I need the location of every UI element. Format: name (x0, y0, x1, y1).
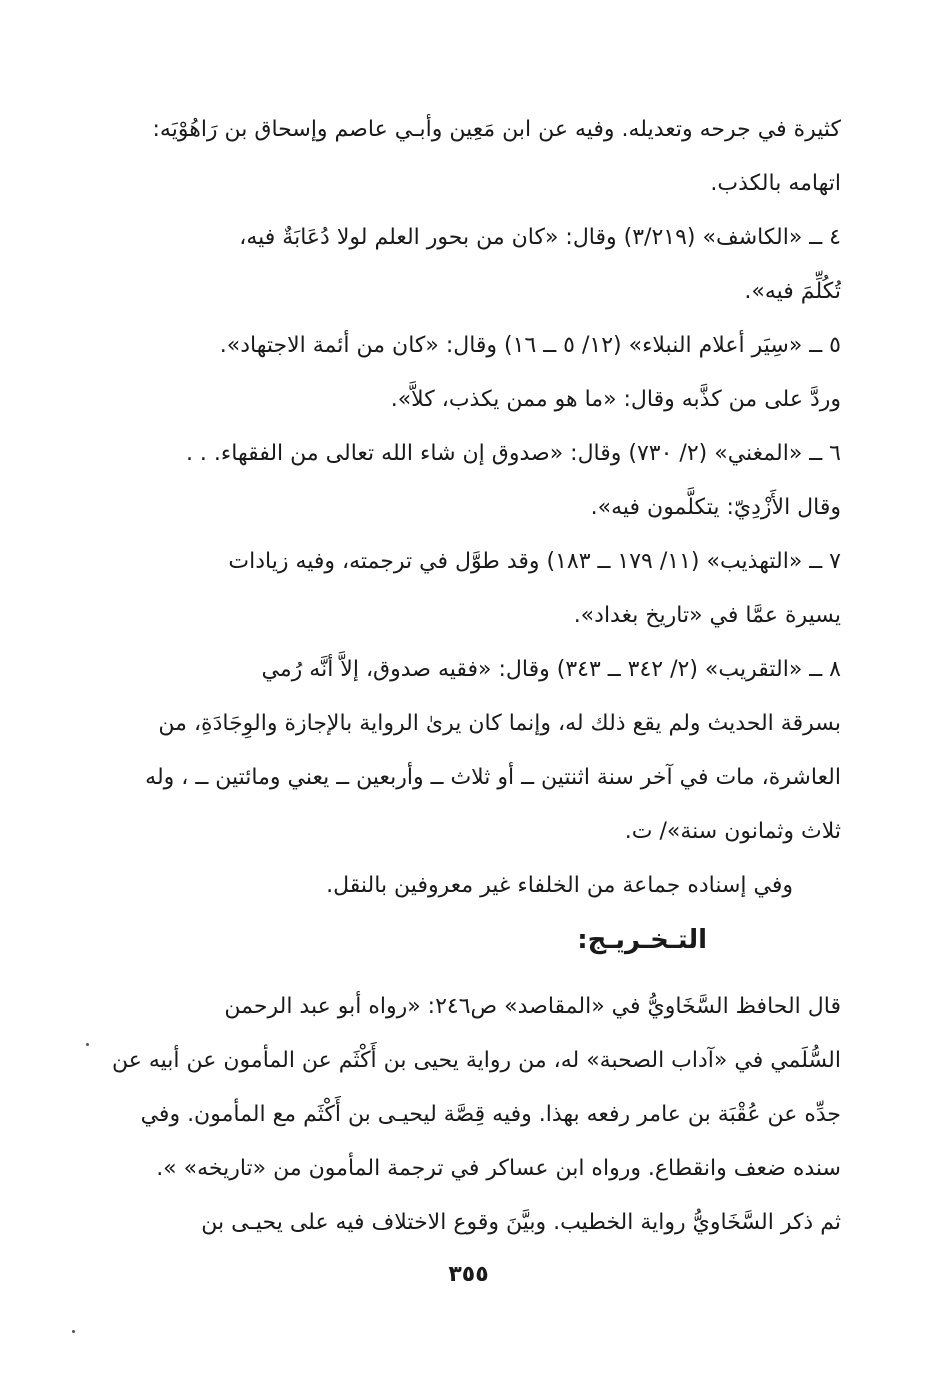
text-line: العاشرة، مات في آخر سنة اثنتين ــ أو ثلاث ــ وأربعين ــ يعني ومائتين ــ ، وله (145, 765, 841, 790)
section-heading-takhrij: التـخـريـج: (577, 925, 707, 955)
text-line: بسرقة الحديث ولم يقع ذلك له، وإنما كان يرىٰ الرواية بالإجازة والوِجَادَةِ، من (158, 711, 841, 736)
body-text-takhrij (96, 980, 841, 1250)
text-line: ٦ ــ «المغني» (٢/ ٧٣٠) وقال: «صدوق إن شاء الله تعالى من الفقهاء. . . (185, 441, 841, 466)
paragraph-siyar (96, 319, 841, 427)
text-line: تُكُلِّمَ فيه». (744, 279, 841, 304)
scan-speck (72, 1330, 75, 1333)
text-line: يسيرة عمَّا في «تاريخ بغداد». (573, 603, 841, 628)
page-number: ٣٥٥ (448, 1262, 489, 1287)
text-line: وردَّ على من كذَّبه وقال: «ما هو ممن يكذب، كلاَّ». (390, 387, 841, 412)
text-line: سنده ضعف وانقطاع. ورواه ابن عساكر في ترجمة المأمون من «تاريخه» ». (156, 1156, 841, 1181)
paragraph-khatib-note (96, 1196, 841, 1250)
paragraph-al-mughni (96, 427, 841, 535)
paragraph-rawi-intro (96, 103, 841, 211)
paragraph-sakhawi-quote (96, 980, 841, 1196)
text-line: وفي إسناده جماعة من الخلفاء غير معروفين بالنقل. (326, 873, 793, 898)
text-line: السُّلَمي في «آداب الصحبة» له، من رواية يحيى بن أَكْثَم عن المأمون عن أبيه عن (112, 1048, 841, 1073)
text-line: ثم ذكر السَّخَاويُّ رواية الخطيب. وبيَّنَ وقوع الاختلاف فيه على يحيـى بن (201, 1210, 841, 1235)
paragraph-al-taqrib (96, 643, 841, 859)
text-line: اتهامه بالكذب. (710, 171, 841, 196)
text-line: ٨ ــ «التقريب» (٢/ ٣٤٢ ــ ٣٤٣) وقال: «فقيه صدوق، إلاَّ أنَّه رُمي (261, 657, 841, 682)
text-line: جدِّه عن عُقْبَة بن عامر رفعه بهذا. وفيه قِصَّة ليحيـى بن أَكْثَم مع المأمون. وفي (140, 1102, 841, 1127)
paragraph-al-tahdhib (96, 535, 841, 643)
scan-speck (86, 1043, 89, 1046)
text-line: كثيرة في جرحه وتعديله. وفيه عن ابن مَعِين وأبـي عاصم وإسحاق بن رَاهُوْيَه: (152, 117, 841, 142)
paragraph-al-kashif (96, 211, 841, 319)
text-line: وقال الأَزْدِيّ: يتكلَّمون فيه». (590, 495, 841, 520)
text-line: ٥ ــ «سِيَر أعلام النبلاء» (١٢/ ٥ ــ ١٦) وقال: «كان من أئمة الاجتهاد». (219, 333, 841, 358)
paragraph-isnad-note (96, 859, 841, 913)
text-line: ٧ ــ «التهذيب» (١١/ ١٧٩ ــ ١٨٣) وقد طوَّل في ترجمته، وفيه زيادات (228, 549, 841, 574)
body-text-upper (96, 103, 841, 913)
text-line: ٤ ــ «الكاشف» (٣/٢١٩) وقال: «كان من بحور العلم لولا دُعَابَةٌ فيه، (239, 225, 841, 250)
text-line: قال الحافظ السَّخَاويُّ في «المقاصد» ص٢٤٦: «رواه أبو عبد الرحمن (224, 994, 841, 1019)
text-line: ثلاث وثمانون سنة»/ ت. (624, 819, 841, 844)
